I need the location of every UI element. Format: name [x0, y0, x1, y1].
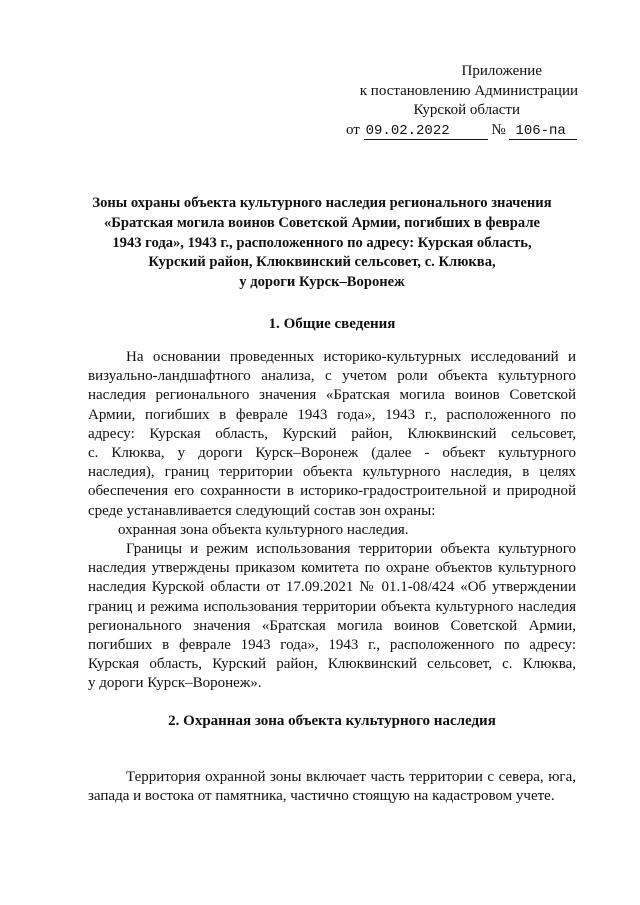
section-1-body: [88, 348, 576, 694]
paragraph-line: наследия регионального значения «Братская могила воинов Советской: [88, 387, 576, 404]
paragraph-line: На основании проведенных историко-культурных исследований и: [126, 349, 576, 365]
paragraph-line: границ и режима использования территории объекта культурного наследия: [88, 598, 576, 615]
appendix-date-line: [338, 121, 578, 141]
paragraph-line: Границы и режим использования территории объекта культурного: [126, 541, 576, 558]
paragraph-line: обеспечения его сохранности в историко-градостроительной и природной: [88, 483, 576, 500]
title-line: 1943 года», 1943 г., расположенного по адресу: Курская область,: [112, 234, 532, 251]
title-line: Курский район, Клюквинский сельсовет, с. Клюква,: [148, 254, 496, 271]
decree-date: 09.02.2022: [364, 123, 488, 140]
title-line: Зоны охраны объекта культурного наследия регионального значения: [92, 195, 552, 211]
document-title: [80, 194, 564, 293]
paragraph-line: наследия утверждены приказом комитета по охране объектов культурного: [88, 560, 576, 577]
date-prefix: от: [346, 121, 360, 138]
section-2-heading: 2. Охранная зона объекта культурного наследия: [168, 713, 496, 729]
title-line: «Братская могила воинов Советской Армии, погибших в феврале: [103, 214, 541, 231]
appendix-block: [338, 62, 578, 140]
section-2-body: [88, 768, 576, 806]
paragraph-line: у дороги Курск–Воронеж».: [88, 675, 262, 692]
section-1-heading: 1. Общие сведения: [268, 316, 396, 332]
paragraph-line: Армии, погибших в феврале 1943 года», 1943 г., расположенного по: [88, 406, 576, 423]
paragraph-line: адресу: Курская область, Курский район, Клюквинский сельсовет,: [88, 425, 576, 442]
title-line: у дороги Курск–Воронеж: [239, 274, 405, 291]
paragraph-line: погибших в феврале 1943 года», 1943 г., расположенного по адресу:: [88, 637, 576, 654]
paragraph-line: наследия), границ территории объекта культурного наследия, в целях: [88, 464, 576, 481]
decree-number: 106-па: [509, 123, 577, 140]
paragraph-line: охранная зона объекта культурного наследия.: [118, 521, 409, 538]
paragraph-line: визуально-ландшафтного анализа, с учетом роли объекта культурного: [88, 368, 576, 385]
paragraph-line: Территория охранной зоны включает часть территории с севера, юга,: [126, 769, 576, 785]
paragraph-line: Курская область, Курский район, Клюквинский сельсовет, с. Клюква,: [88, 656, 576, 673]
appendix-label: Приложение: [461, 63, 542, 79]
number-prefix: №: [491, 121, 506, 138]
appendix-reference: к постановлению Администрации: [359, 82, 578, 99]
appendix-region: Курской области: [413, 102, 520, 118]
paragraph-line: среде устанавливается следующий состав зон охраны:: [88, 502, 436, 519]
paragraph-line: запада и востока от памятника, частично стоящую на кадастровом учете.: [88, 788, 555, 805]
paragraph-line: с. Клюква, у дороги Курск–Воронеж (далее - объект культурного: [88, 445, 576, 462]
paragraph-line: регионального значения «Братская могила воинов Советской Армии,: [88, 617, 576, 634]
paragraph-line: наследия Курской области от 17.09.2021 № 01.1-08/424 «Об утверждении: [88, 579, 576, 596]
